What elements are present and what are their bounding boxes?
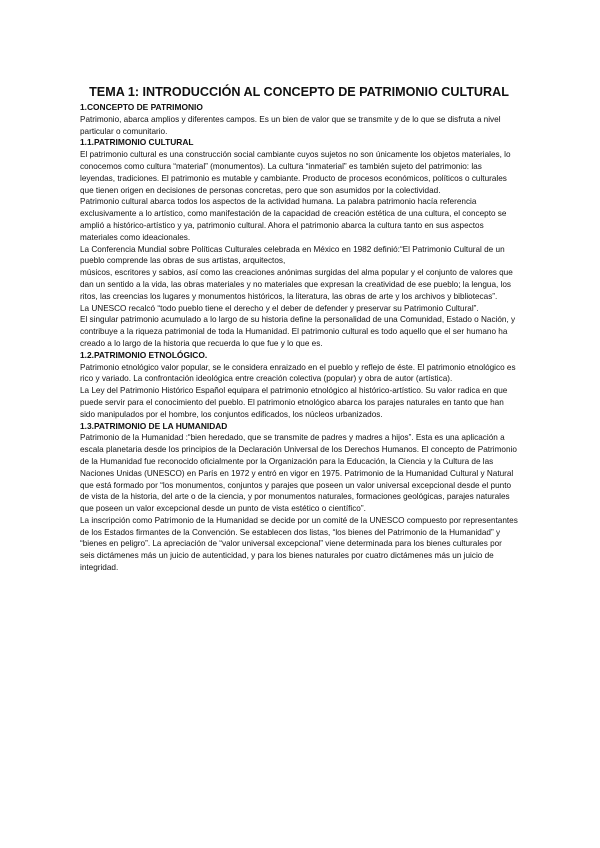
paragraph: Patrimonio, abarca amplios y diferentes campos. Es un bien de valor que se transmite y de lo que se disfruta a nivel particular o comunitario. — [80, 114, 501, 136]
section-heading: 1.3.PATRIMONIO DE LA HUMANIDAD — [80, 420, 228, 431]
section-heading: 1.1.PATRIMONIO CULTURAL — [80, 137, 194, 148]
paragraph: La Ley del Patrimonio Histórico Español equipara el patrimonio etnológico al histórico-artístico. Su valor radica en que puede servir para el conocimiento del pueblo. El patrimonio etnológico abarca los parajes naturales en tanto que han sido manipulados por el hombre, los conjuntos edificados, los núcleos urbanizados. — [80, 386, 508, 419]
section-patrimonio-humanidad — [80, 421, 518, 574]
paragraph: Patrimonio de la Humanidad :“bien heredado, que se transmite de padres y madres a hijos”. Esta es una aplicación a escala planetaria desde los principios de la Declaración Universal de los Derechos Humanos. El concepto de Patrimonio de la Humanidad fue reconocido oficialmente por la Organización para la Educación, la Ciencia y la Cultura de las Naciones Unidas (UNESCO) en París en 1972 y entró en vigor en 1975. Patrimonio de la Humanidad Cultural y Natural que está formado por “los monumentos, conjuntos y parajes que poseen un valor universal excepcional desde el punto de vista de la historia, del arte o de la ciencia, y por monumentos naturales, formaciones geológicas, parajes naturales que poseen un valor excepcional desde un punto de vista estético o científico”. — [80, 433, 517, 514]
document-title: TEMA 1: INTRODUCCIÓN AL CONCEPTO DE PATRIMONIO CULTURAL — [89, 85, 509, 99]
section-patrimonio-etnologico — [80, 350, 518, 421]
paragraph: La Conferencia Mundial sobre Políticas Culturales celebrada en México en 1982 definió:“El Patrimonio Cultural de un pueblo comprende las obras de sus artistas, arquitectos, — [80, 244, 505, 266]
paragraph: La inscripción como Patrimonio de la Humanidad se decide por un comité de la UNESCO compuesto por representantes de los Estados firmantes de la Convención. Se establecen dos listas, “los bienes del Patrimonio de la Humanidad” y “bienes en peligro”. La apreciación de “valor universal excepcional” viene determinada para los bienes culturales por seis dictámenes más un juicio de autenticidad, y para los bienes naturales por cuatro dictámenes más un juicio de integridad. — [80, 515, 518, 573]
paragraph: músicos, escritores y sabios, así como las creaciones anónimas surgidas del alma popular y el conjunto de valores que dan un sentido a la vida, las obras materiales y no materiales que expresan la creatividad de ese pueblo; la lengua, los ritos, las creencias los lugares y monumentos históricos, la literatura, las obras de arte y los archivos y bibliotecas”. — [80, 268, 513, 301]
paragraph: El singular patrimonio acumulado a lo largo de su historia define la personalidad de una Comunidad, Estado o Nación, y contribuye a la riqueza patrimonial de toda la Humanidad. El patrimonio cultural es todo aquello que el ser humano ha creado a lo largo de la historia que recuerda lo que fue y lo que es. — [80, 315, 516, 348]
paragraph: La UNESCO recalcó “todo pueblo tiene el derecho y el deber de defender y preservar su Patrimonio Cultural”. — [80, 303, 479, 313]
section-patrimonio-cultural — [80, 137, 518, 349]
section-concepto-patrimonio — [80, 102, 518, 137]
section-heading: 1.CONCEPTO DE PATRIMONIO — [80, 102, 203, 112]
paragraph: El patrimonio cultural es una construcción social cambiante cuyos sujetos no son únicamente los objetos materiales, lo conocemos como cultura “material” (monumentos). La cultura “inmaterial” es también sujeto del patrimonio: las leyendas, tradiciones. El patrimonio es mutable y cambiante. Producto de procesos económicos, políticos o culturales que tienen origen en decisiones de personas concretas, pero que son asumidos por la colectividad. — [80, 150, 511, 195]
section-heading: 1.2.PATRIMONIO ETNOLÓGICO. — [80, 349, 208, 360]
paragraph: Patrimonio cultural abarca todos los aspectos de la actividad humana. La palabra patrimonio hacía referencia exclusivamente a lo artístico, como manifestación de la capacidad de creación estética de una cultura, el concepto se amplió a histórico-artístico y ya, patrimonio cultural. Ahora el patrimonio abarca la cultura tanto en sus aspectos materiales como ideacionales. — [80, 197, 507, 242]
paragraph: Patrimonio etnológico valor popular, se le considera enraizado en el pueblo y reflejo de éste. El patrimonio etnológico es rico y variado. La confrontación ideológica entre creación colectiva (popular) y obra de autor (artística). — [80, 362, 516, 384]
